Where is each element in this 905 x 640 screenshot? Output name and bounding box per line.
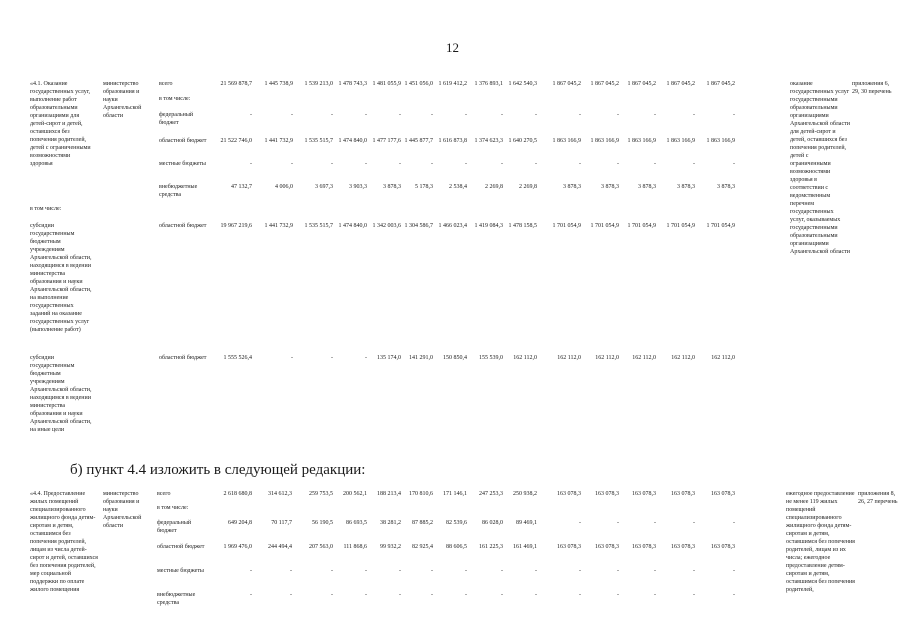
- value-cell: 163 078,3: [711, 491, 735, 497]
- value-cell: 19 967 219,6: [220, 223, 252, 229]
- value-cell: 170 810,6: [409, 491, 433, 497]
- source-label: федеральный бюджет: [159, 112, 194, 126]
- value-cell: 111 868,6: [343, 544, 367, 550]
- value-cell: 171 146,1: [443, 491, 467, 497]
- value-cell: 1 342 003,6: [372, 223, 401, 229]
- value-cell: 163 078,3: [671, 544, 695, 550]
- value-cell: 1 701 054,9: [590, 223, 619, 229]
- row-name: «4.4. Предоставление жилых помещений специализированного жилищного фонда детям-сиротам и детям, оставшимся без попечения родителей, лицам из числа детей-сирот и детей, оставшихся без попечения родителей, мер социальной поддержки по оплате жилого помещения: [30, 491, 98, 593]
- note: ежегодное предоставление не менее 119 жилых помещений специализированного жилищного фонда детям-сиротам и детям, оставшимся без попечения родителей, лицам из их числа; ежегодное предоставление детям-сиротам и детям, оставшимся без попечения родителей,: [786, 491, 855, 593]
- value-cell: -: [290, 592, 292, 598]
- value-cell: 1 867 045,2: [590, 81, 619, 87]
- value-cell: -: [291, 112, 293, 118]
- value-cell: 200 562,1: [343, 491, 367, 497]
- value-cell: -: [733, 592, 735, 598]
- source-label: внебюджетные средства: [157, 592, 196, 606]
- value-cell: -: [250, 592, 252, 598]
- reference: приложения 8, 26, 27 перечень: [858, 491, 898, 505]
- value-cell: 1 863 166,9: [666, 138, 695, 144]
- value-cell: 99 932,2: [380, 544, 401, 550]
- value-cell: 4 006,0: [275, 184, 293, 190]
- value-cell: 1 304 586,7: [404, 223, 433, 229]
- in-that-number: в том числе:: [30, 206, 62, 212]
- value-cell: -: [331, 355, 333, 361]
- value-cell: 1 701 054,9: [552, 223, 581, 229]
- value-cell: 244 494,4: [268, 544, 292, 550]
- section-heading: б) пункт 4.4 изложить в следующей редакции:: [70, 462, 366, 478]
- value-cell: 1 701 054,9: [666, 223, 695, 229]
- value-cell: 1 619 412,2: [438, 81, 467, 87]
- value-cell: -: [693, 112, 695, 118]
- value-cell: 1 478 743,3: [338, 81, 367, 87]
- value-cell: -: [465, 592, 467, 598]
- note: оказание государственных услуг государственными образовательными организациями Архангельской области для детей-сирот и детей, оставшихся без попечения родителей, детей с ограниченными возможностями здоровья в соответствии с ведомственным перечнем государственных услуг, оказываемых государственными образовательными организациями Архангельской области: [790, 81, 850, 255]
- source-label: местные бюджеты: [159, 161, 206, 167]
- value-cell: 86 693,5: [346, 520, 367, 526]
- value-cell: -: [399, 161, 401, 167]
- reference: приложения 6, 29, 30 перечень: [852, 81, 892, 95]
- value-cell: -: [291, 161, 293, 167]
- value-cell: 2 269,8: [519, 184, 537, 190]
- value-cell: 1 969 476,0: [223, 544, 252, 550]
- value-cell: 259 753,5: [309, 491, 333, 497]
- value-cell: -: [617, 520, 619, 526]
- value-cell: 135 174,0: [377, 355, 401, 361]
- value-cell: 1 863 166,9: [627, 138, 656, 144]
- value-cell: 1 867 045,2: [627, 81, 656, 87]
- value-cell: 1 474 840,0: [338, 223, 367, 229]
- source-label: всего: [159, 81, 173, 87]
- value-cell: 1 539 213,0: [304, 81, 333, 87]
- value-cell: -: [501, 592, 503, 598]
- value-cell: 82 539,6: [446, 520, 467, 526]
- value-cell: 150 850,4: [443, 355, 467, 361]
- value-cell: -: [465, 112, 467, 118]
- value-cell: 163 078,3: [632, 544, 656, 550]
- value-cell: 1 478 158,5: [508, 223, 537, 229]
- value-cell: -: [365, 112, 367, 118]
- value-cell: 1 441 732,9: [264, 138, 293, 144]
- value-cell: 1 640 270,5: [508, 138, 537, 144]
- value-cell: 141 291,0: [409, 355, 433, 361]
- value-cell: -: [535, 112, 537, 118]
- value-cell: 38 281,2: [380, 520, 401, 526]
- value-cell: 1 466 023,4: [438, 223, 467, 229]
- value-cell: -: [501, 568, 503, 574]
- value-cell: 162 112,0: [595, 355, 619, 361]
- value-cell: 47 132,7: [231, 184, 252, 190]
- value-cell: 1 863 166,9: [552, 138, 581, 144]
- value-cell: 162 112,0: [711, 355, 735, 361]
- value-cell: 1 376 893,1: [474, 81, 503, 87]
- page-number: 12: [446, 40, 459, 55]
- value-cell: -: [535, 161, 537, 167]
- value-cell: 3 878,3: [638, 184, 656, 190]
- value-cell: 5 178,3: [415, 184, 433, 190]
- source-label: местные бюджеты: [157, 568, 204, 574]
- value-cell: 1 867 045,2: [552, 81, 581, 87]
- value-cell: 1 867 045,2: [666, 81, 695, 87]
- value-cell: 1 642 540,3: [508, 81, 537, 87]
- value-cell: -: [693, 161, 695, 167]
- value-cell: -: [331, 568, 333, 574]
- value-cell: -: [290, 568, 292, 574]
- value-cell: -: [654, 161, 656, 167]
- value-cell: -: [365, 592, 367, 598]
- value-cell: 163 078,3: [557, 491, 581, 497]
- value-cell: 1 445 877,7: [404, 138, 433, 144]
- value-cell: 56 190,5: [312, 520, 333, 526]
- value-cell: -: [365, 568, 367, 574]
- value-cell: 162 112,0: [513, 355, 537, 361]
- value-cell: -: [654, 520, 656, 526]
- value-cell: 3 878,3: [563, 184, 581, 190]
- value-cell: 162 112,0: [632, 355, 656, 361]
- value-cell: -: [654, 568, 656, 574]
- value-cell: -: [250, 112, 252, 118]
- value-cell: -: [365, 161, 367, 167]
- value-cell: -: [431, 568, 433, 574]
- value-cell: -: [579, 568, 581, 574]
- source-label: федеральный бюджет: [157, 520, 192, 534]
- value-cell: -: [465, 161, 467, 167]
- value-cell: -: [693, 592, 695, 598]
- value-cell: -: [579, 592, 581, 598]
- value-cell: -: [535, 568, 537, 574]
- value-cell: 163 078,3: [595, 544, 619, 550]
- value-cell: 1 701 054,9: [627, 223, 656, 229]
- value-cell: 21 522 746,0: [220, 138, 252, 144]
- value-cell: -: [465, 568, 467, 574]
- value-cell: -: [733, 568, 735, 574]
- value-cell: 3 903,3: [349, 184, 367, 190]
- value-cell: 86 028,0: [482, 520, 503, 526]
- executor: министерство образования и науки Архангельской области: [103, 81, 142, 119]
- source-label: в том числе:: [159, 96, 191, 102]
- row-name: субсидии государственным бюджетным учреждениям Архангельской области, находящимся в ведении министерства образования и науки Архангельской области, на выполнение государственных заданий на оказание государственных услуг (выполнение работ): [30, 223, 92, 333]
- value-cell: -: [579, 161, 581, 167]
- value-cell: -: [654, 592, 656, 598]
- value-cell: 3 878,3: [717, 184, 735, 190]
- source-label: областной бюджет: [159, 223, 207, 229]
- value-cell: -: [693, 520, 695, 526]
- value-cell: 649 204,8: [228, 520, 252, 526]
- value-cell: 1 535 515,7: [304, 223, 333, 229]
- value-cell: 1 701 054,9: [706, 223, 735, 229]
- value-cell: 1 477 177,6: [372, 138, 401, 144]
- value-cell: -: [733, 520, 735, 526]
- value-cell: -: [579, 112, 581, 118]
- value-cell: -: [733, 112, 735, 118]
- value-cell: 89 469,1: [516, 520, 537, 526]
- value-cell: 1 419 084,3: [474, 223, 503, 229]
- value-cell: -: [617, 592, 619, 598]
- value-cell: 1 474 840,0: [338, 138, 367, 144]
- source-label: в том числе:: [157, 505, 189, 511]
- value-cell: -: [331, 161, 333, 167]
- value-cell: -: [535, 592, 537, 598]
- value-cell: 161 225,3: [479, 544, 503, 550]
- value-cell: 82 925,4: [412, 544, 433, 550]
- source-label: областной бюджет: [159, 355, 207, 361]
- value-cell: -: [617, 112, 619, 118]
- value-cell: 1 451 056,0: [404, 81, 433, 87]
- value-cell: 207 563,0: [309, 544, 333, 550]
- value-cell: -: [399, 112, 401, 118]
- value-cell: -: [399, 568, 401, 574]
- value-cell: -: [579, 520, 581, 526]
- value-cell: 88 606,5: [446, 544, 467, 550]
- value-cell: -: [431, 112, 433, 118]
- value-cell: -: [654, 112, 656, 118]
- value-cell: -: [291, 355, 293, 361]
- source-label: внебюджетные средства: [159, 184, 198, 198]
- value-cell: 163 078,3: [671, 491, 695, 497]
- value-cell: 163 078,3: [595, 491, 619, 497]
- source-label: всего: [157, 491, 171, 497]
- row-name: субсидии государственным бюджетным учреждениям Архангельской области, находящимся в ведении министерства образования и науки Архангельской области, на иные цели: [30, 355, 92, 433]
- value-cell: 1 445 738,9: [264, 81, 293, 87]
- value-cell: 1 535 515,7: [304, 138, 333, 144]
- value-cell: 250 938,2: [513, 491, 537, 497]
- value-cell: 21 569 878,7: [220, 81, 252, 87]
- value-cell: -: [331, 112, 333, 118]
- value-cell: -: [431, 161, 433, 167]
- value-cell: 1 863 166,9: [590, 138, 619, 144]
- value-cell: -: [365, 355, 367, 361]
- value-cell: 3 878,3: [383, 184, 401, 190]
- value-cell: 3 697,3: [315, 184, 333, 190]
- value-cell: -: [250, 161, 252, 167]
- value-cell: 2 618 680,8: [223, 491, 252, 497]
- row-name: «4.1. Оказание государственных услуг, выполнение работ образовательными организациями для детей-сирот и детей, оставшихся без попечения родителей, детей с ограниченными возможностями здоровья: [30, 81, 91, 167]
- value-cell: 314 612,3: [268, 491, 292, 497]
- value-cell: 163 078,3: [711, 544, 735, 550]
- value-cell: 1 867 045,2: [706, 81, 735, 87]
- value-cell: 1 616 873,8: [438, 138, 467, 144]
- value-cell: 163 078,3: [632, 491, 656, 497]
- executor: министерство образования и науки Архангельской области: [103, 491, 142, 529]
- value-cell: -: [501, 161, 503, 167]
- value-cell: 162 112,0: [557, 355, 581, 361]
- source-label: областной бюджет: [159, 138, 207, 144]
- value-cell: -: [693, 568, 695, 574]
- value-cell: 1 555 526,4: [223, 355, 252, 361]
- value-cell: -: [501, 112, 503, 118]
- value-cell: 188 213,4: [377, 491, 401, 497]
- value-cell: 1 481 055,9: [372, 81, 401, 87]
- value-cell: 2 269,8: [485, 184, 503, 190]
- value-cell: 1 441 732,9: [264, 223, 293, 229]
- value-cell: 3 878,3: [601, 184, 619, 190]
- value-cell: -: [617, 161, 619, 167]
- value-cell: -: [733, 161, 735, 167]
- value-cell: 161 469,1: [513, 544, 537, 550]
- source-label: областной бюджет: [157, 544, 205, 550]
- value-cell: 2 538,4: [449, 184, 467, 190]
- value-cell: 70 117,7: [271, 520, 292, 526]
- value-cell: 155 539,0: [479, 355, 503, 361]
- value-cell: 162 112,0: [671, 355, 695, 361]
- value-cell: -: [431, 592, 433, 598]
- value-cell: -: [331, 592, 333, 598]
- value-cell: -: [399, 592, 401, 598]
- value-cell: -: [617, 568, 619, 574]
- value-cell: 87 885,2: [412, 520, 433, 526]
- value-cell: 3 878,3: [677, 184, 695, 190]
- value-cell: 247 253,3: [479, 491, 503, 497]
- value-cell: 1 374 623,3: [474, 138, 503, 144]
- value-cell: 1 863 166,9: [706, 138, 735, 144]
- value-cell: -: [250, 568, 252, 574]
- value-cell: 163 078,3: [557, 544, 581, 550]
